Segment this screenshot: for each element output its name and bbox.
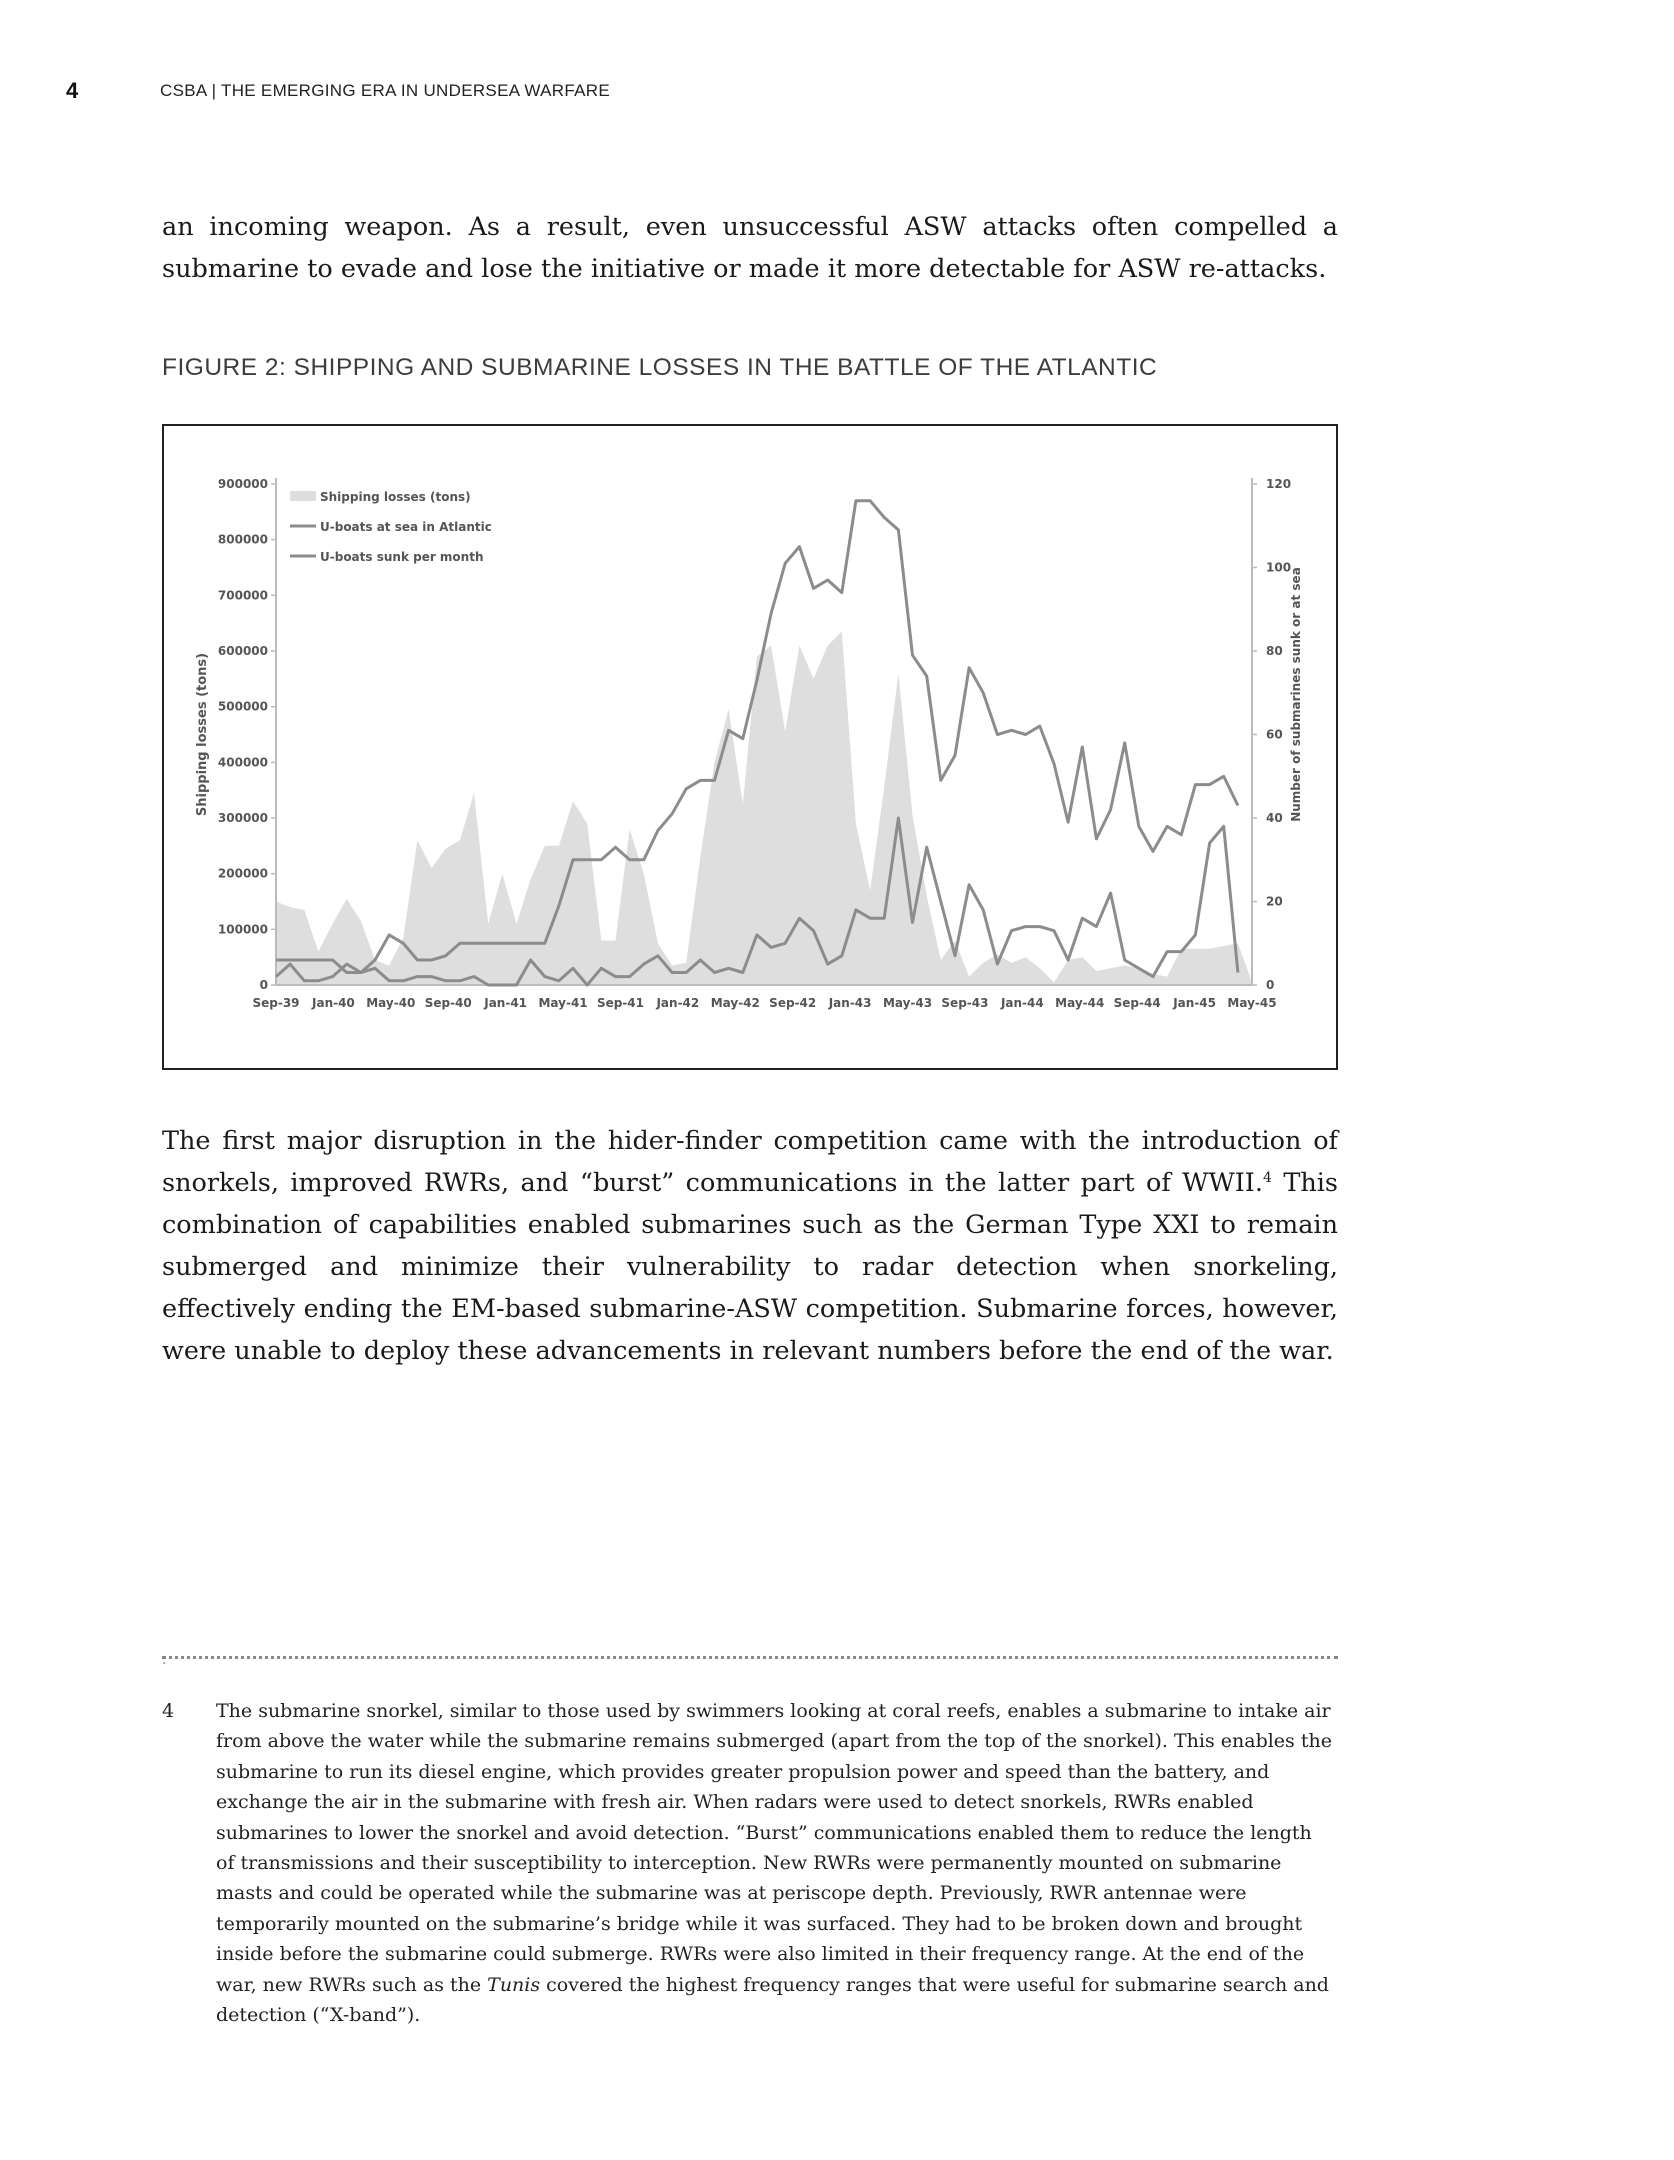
body-paragraph-1: an incoming weapon. As a result, even unsuccessful ASW attacks often compelled a submarine to evade and lose the initiative or made it more detectable for ASW re-attacks. bbox=[162, 212, 1338, 284]
chart-svg bbox=[164, 426, 1336, 1068]
x-tick-label: May-44 bbox=[1055, 996, 1105, 1010]
body-paragraph-2 bbox=[162, 1120, 1338, 1372]
x-tick-label: Sep-44 bbox=[1113, 996, 1161, 1010]
x-tick-label: Sep-40 bbox=[424, 996, 472, 1010]
running-head: CSBA | THE EMERGING ERA IN UNDERSEA WARFARE bbox=[160, 81, 610, 100]
y-tick-label-left: 100000 bbox=[217, 922, 268, 937]
y-tick-label-right: 120 bbox=[1266, 477, 1292, 491]
footnote-text-b: covered the highest frequency ranges that were useful for submarine search and detection (“X-band”). bbox=[216, 1973, 1329, 2027]
y-tick-label-right: 100 bbox=[1266, 560, 1292, 575]
figure-chart bbox=[162, 424, 1338, 1070]
x-tick-label: Sep-39 bbox=[252, 996, 300, 1010]
legend-swatch-shipping-losses bbox=[290, 491, 316, 501]
y-tick-label-right: 0 bbox=[1266, 978, 1275, 992]
y-tick-label-right: 80 bbox=[1266, 644, 1283, 658]
x-tick-label: Jan-40 bbox=[312, 996, 355, 1010]
x-tick-label: Jan-41 bbox=[484, 996, 528, 1010]
y-tick-label-left: 700000 bbox=[217, 588, 268, 603]
x-tick-label: Sep-43 bbox=[941, 996, 989, 1010]
footnote-text-a: The submarine snorkel, similar to those used by swimmers looking at coral reefs, enables a submarine to intake air from above the water while the submarine remains submerged (apart from the top of the snorkel). This enables the submarine to run its diesel engine, which provides greater propulsion power and speed than the battery, and exchange the air in the submarine with fresh air. When radars were used to detect snorkels, RWRs enabled submarines to lower the snorkel and avoid detection. “Burst” communications enabled them to reduce the length of transmissions and their susceptibility to interception. New RWRs were permanently mounted on submarine masts and could be operated while the submarine was at periscope depth. Previously, RWR antennae were temporarily mounted on the submarine’s bridge while it was surfaced. They had to be broken down and brought inside before the submarine could submerge. RWRs were also limited in their frequency range. At the end of the war, new RWRs such as the bbox=[216, 1700, 1332, 1996]
y-tick-label-right: 40 bbox=[1266, 811, 1283, 825]
x-tick-label: Jan-45 bbox=[1173, 996, 1216, 1010]
y-tick-label-left: 400000 bbox=[217, 755, 268, 770]
y-axis-title-left: Shipping losses (tons) bbox=[195, 652, 210, 817]
x-tick-label: Sep-42 bbox=[769, 996, 817, 1010]
legend-label: U-boats sunk per month bbox=[320, 550, 484, 564]
footnote-italic-term: Tunis bbox=[487, 1973, 541, 1996]
y-tick-label-right: 20 bbox=[1266, 894, 1283, 909]
series-area-shipping-losses bbox=[276, 632, 1252, 986]
footnote-divider-dot: . bbox=[162, 1652, 167, 1668]
y-tick-label-left: 800000 bbox=[217, 532, 268, 547]
y-tick-label-left: 0 bbox=[259, 978, 268, 992]
body-paragraph-2-text-a: The first major disruption in the hider-finder competition came with the introduction of snorkels, improved RWRs, and “burst” communications in the latter part of WWII. bbox=[162, 1126, 1338, 1198]
y-tick-label-left: 200000 bbox=[217, 866, 268, 881]
x-tick-label: May-40 bbox=[366, 996, 416, 1010]
y-tick-label-left: 500000 bbox=[217, 699, 268, 714]
x-tick-label: May-41 bbox=[538, 996, 588, 1010]
page-header bbox=[66, 78, 1366, 108]
footnote-text bbox=[216, 1696, 1336, 2030]
y-tick-label-left: 600000 bbox=[217, 644, 268, 658]
page-number: 4 bbox=[66, 78, 79, 103]
footnote-reference[interactable]: 4 bbox=[1262, 1170, 1272, 1186]
y-tick-label-right: 60 bbox=[1266, 727, 1283, 742]
x-tick-label: May-43 bbox=[882, 996, 933, 1010]
y-axis-title-right: Number of submarines sunk or at sea bbox=[1289, 567, 1303, 822]
footnote-divider bbox=[162, 1656, 1338, 1659]
body-paragraph-2-text-b: This combination of capabilities enabled submarines such as the German Type XXI to remain submerged and minimize their vulnerability to radar detection when snorkeling, effectively ending the EM-based submarine-ASW competition. Submarine forces, however, were unable to deploy these advancements in relevant numbers before the end of the war. bbox=[162, 1168, 1339, 1366]
x-tick-label: Jan-44 bbox=[1000, 996, 1044, 1010]
legend-label: Shipping losses (tons) bbox=[320, 490, 471, 504]
x-tick-label: Jan-42 bbox=[656, 996, 700, 1010]
figure-title: FIGURE 2: SHIPPING AND SUBMARINE LOSSES IN THE BATTLE OF THE ATLANTIC bbox=[162, 354, 1158, 381]
x-tick-label: May-42 bbox=[710, 996, 760, 1010]
x-tick-label: Jan-43 bbox=[828, 996, 872, 1010]
x-tick-label: Sep-41 bbox=[596, 996, 645, 1010]
y-tick-label-left: 900000 bbox=[217, 477, 268, 491]
x-tick-label: May-45 bbox=[1227, 996, 1277, 1010]
footnote-number: 4 bbox=[162, 1700, 175, 1722]
y-tick-label-left: 300000 bbox=[217, 811, 268, 825]
legend-label: U-boats at sea in Atlantic bbox=[320, 520, 492, 534]
